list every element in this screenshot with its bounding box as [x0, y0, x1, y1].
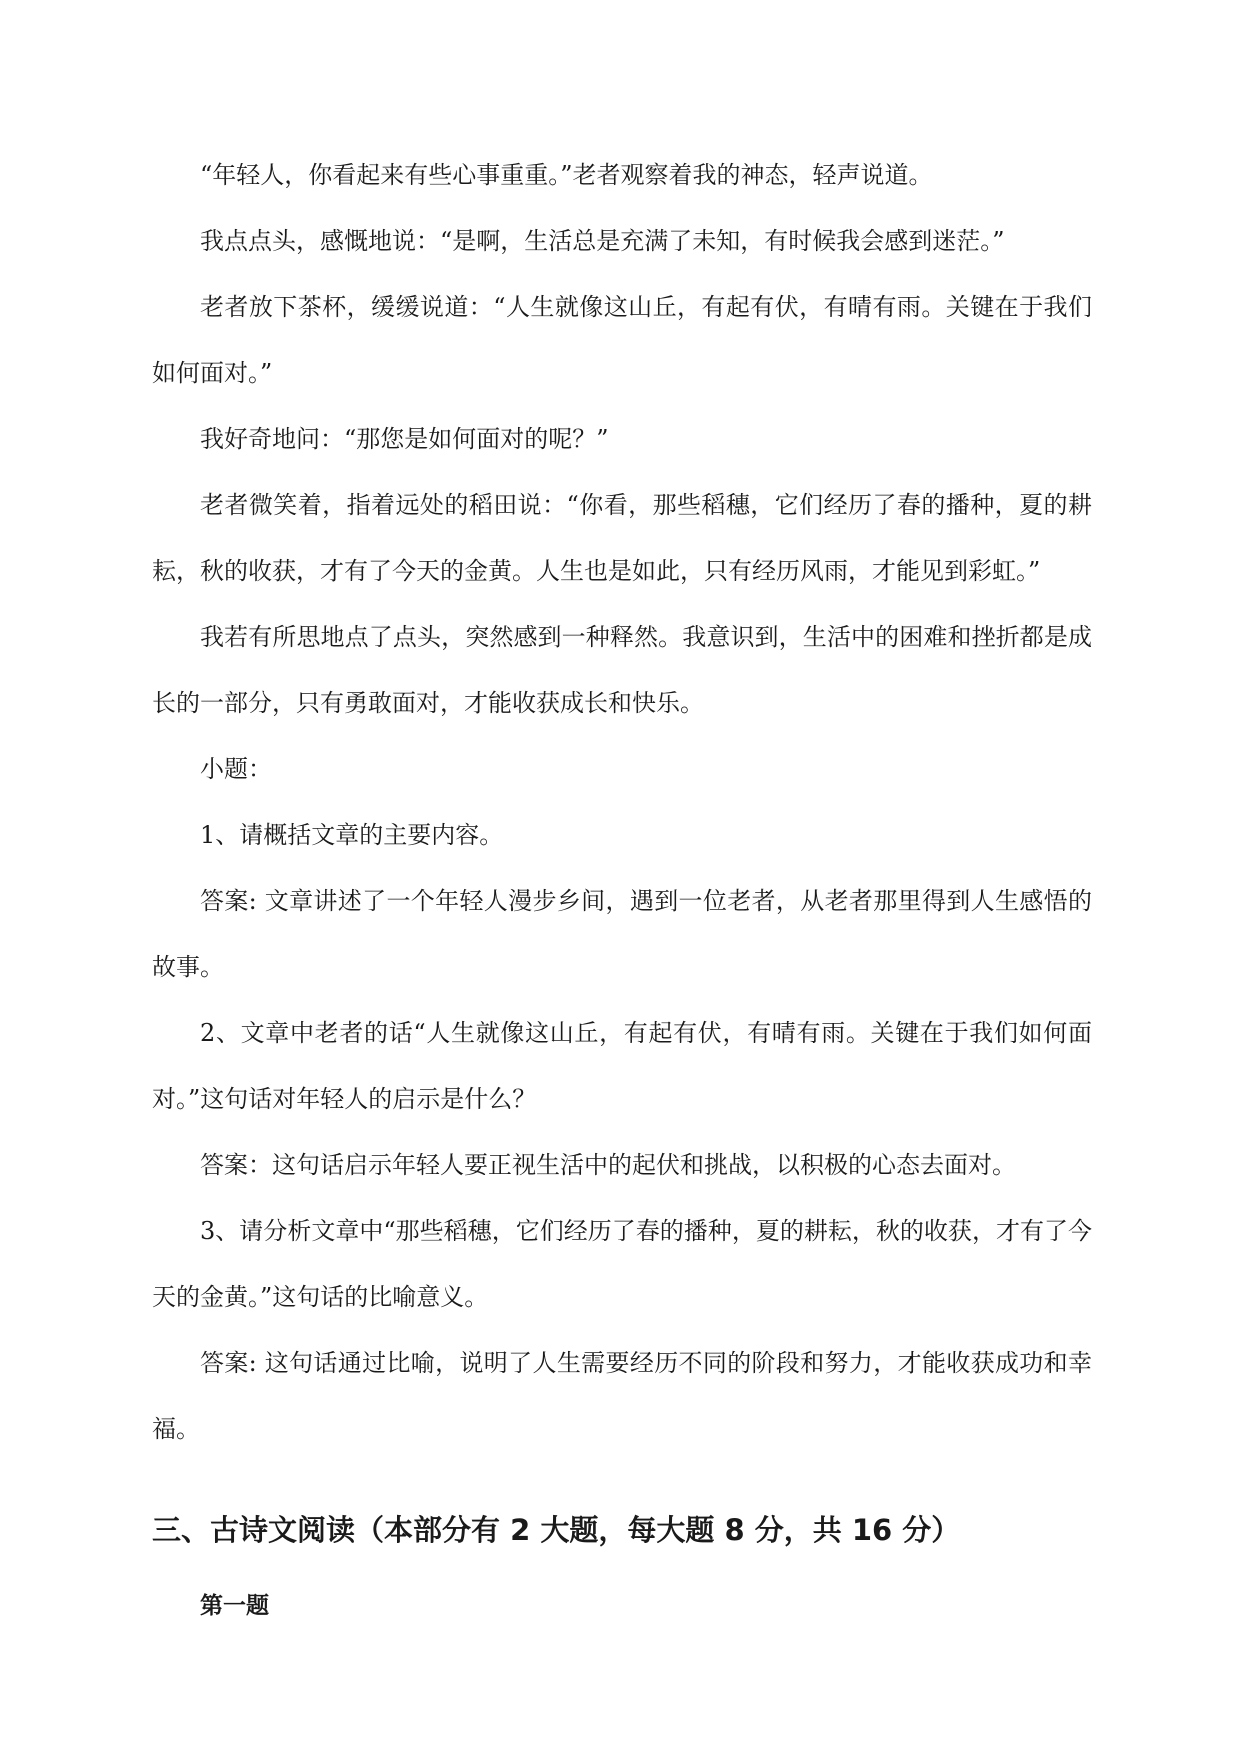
question-2: 2、文章中老者的话“人生就像这山丘，有起有伏，有晴有雨。关键在于我们如何面对。”这句话对年轻人的启示是什么？ — [152, 1019, 1092, 1113]
paragraph-rice-fields: 老者微笑着，指着远处的稻田说：“你看，那些稻穗，它们经历了春的播种，夏的耕耘，秋的收获，才有了今天的金黄。人生也是如此，只有经历风雨，才能见到彩虹。” — [152, 491, 1092, 585]
answer-3: 答案: 这句话通过比喻，说明了人生需要经历不同的阶段和努力，才能收获成功和幸福。 — [152, 1349, 1092, 1443]
paragraph-life-like-hills: 老者放下茶杯，缓缓说道：“人生就像这山丘，有起有伏，有晴有雨。关键在于我们如何面对。” — [152, 293, 1092, 387]
document-body — [152, 142, 1092, 1626]
paragraph-old-man-remark: “年轻人，你看起来有些心事重重。”老者观察着我的神态，轻声说道。 — [200, 161, 933, 189]
answer-2: 答案：这句话启示年轻人要正视生活中的起伏和挑战，以积极的心态去面对。 — [200, 1151, 1016, 1179]
question-1: 1、请概括文章的主要内容。 — [200, 821, 504, 849]
question-3: 3、请分析文章中“那些稻穗，它们经历了春的播种，夏的耕耘，秋的收获，才有了今天的金黄。”这句话的比喻意义。 — [152, 1217, 1092, 1311]
answer-1: 答案: 文章讲述了一个年轻人漫步乡间，遇到一位老者，从老者那里得到人生感悟的故事。 — [152, 887, 1092, 981]
section-heading: 三、古诗文阅读（本部分有 2 大题，每大题 8 分，共 16 分） — [152, 1513, 961, 1547]
questions-label: 小题： — [200, 755, 272, 783]
paragraph-curious-question: 我好奇地问：“那您是如何面对的呢？” — [200, 425, 609, 453]
subheading-first-question: 第一题 — [200, 1593, 269, 1619]
paragraph-realization: 我若有所思地点了点头，突然感到一种释然。我意识到，生活中的困难和挫折都是成长的一部分，只有勇敢面对，才能收获成长和快乐。 — [152, 623, 1092, 717]
paragraph-my-reply: 我点点头，感慨地说：“是啊，生活总是充满了未知，有时候我会感到迷茫。” — [200, 227, 1005, 255]
